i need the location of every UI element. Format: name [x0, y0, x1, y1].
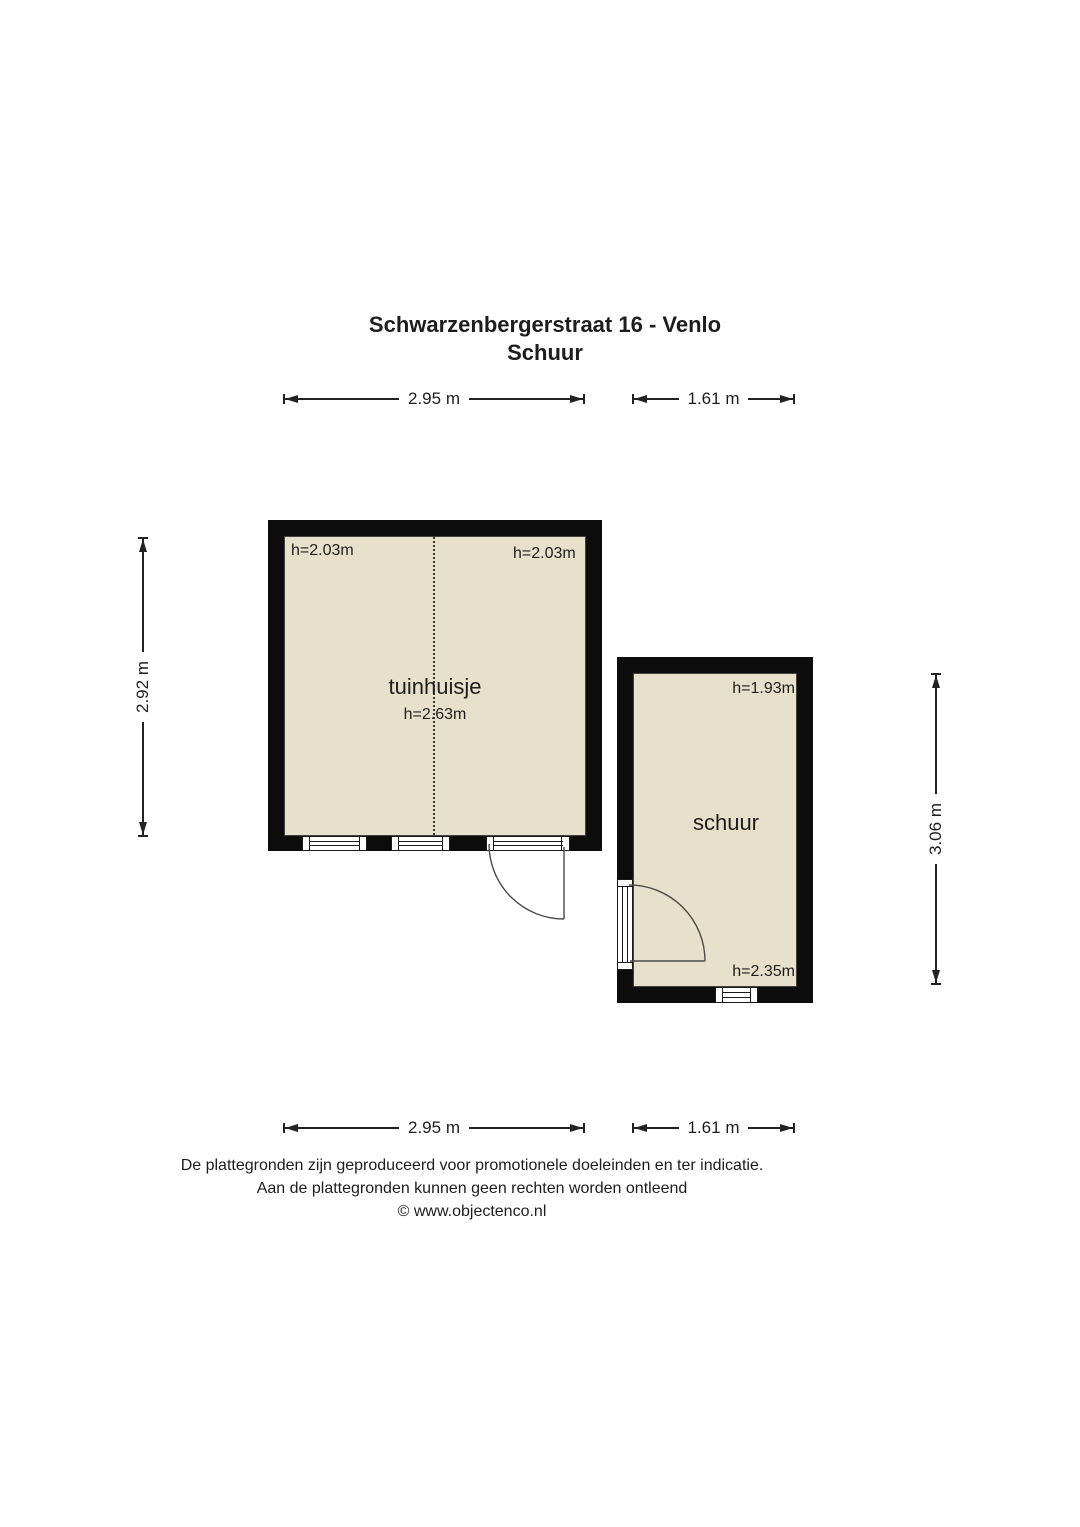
page-subtitle: Schuur — [507, 340, 583, 365]
dimension-value: 2.92 m — [133, 652, 153, 722]
schuur-door-opening — [617, 879, 633, 970]
dimension-endcap — [583, 1123, 585, 1133]
tuinhuisje-height-top-left: h=2.03m — [291, 542, 354, 559]
arrow-up-icon — [139, 539, 147, 552]
dimension-endcap — [793, 1123, 795, 1133]
arrow-right-icon — [780, 395, 793, 403]
room-name-tuinhuisje: tuinhuisje — [388, 674, 482, 699]
arrow-left-icon — [285, 1124, 298, 1132]
room-name-schuur: schuur — [692, 810, 760, 835]
page-title: Schwarzenbergerstraat 16 - Venlo — [368, 312, 722, 337]
tuinhuisje-door-arc — [489, 844, 564, 919]
window-divider — [561, 837, 562, 850]
window-divider — [618, 886, 632, 887]
window-divider — [309, 837, 310, 850]
disclaimer-line-1: De plattegronden zijn geproduceerd voor promotionele doeleinden en ter indicatie. — [180, 1157, 764, 1174]
dimension-value: 2.95 m — [399, 389, 469, 409]
arrow-left-icon — [285, 395, 298, 403]
dimension-endcap — [793, 394, 795, 404]
schuur-height-top-right: h=1.93m — [732, 680, 795, 697]
schuur-window-bottom — [715, 987, 758, 1003]
dimension-left-tuinhuisje — [135, 537, 151, 837]
window-divider — [750, 988, 751, 1002]
dimension-value: 1.61 m — [679, 1118, 749, 1138]
dimension-bottom-schuur — [632, 1120, 795, 1136]
dimension-top-schuur — [632, 391, 795, 407]
tuinhuisje-height-top-right: h=2.03m — [513, 545, 576, 562]
dimension-bottom-tuinhuisje — [283, 1120, 585, 1136]
arrow-left-icon — [634, 1124, 647, 1132]
dimension-top-tuinhuisje — [283, 391, 585, 407]
title-block — [145, 311, 945, 367]
window-divider — [359, 837, 360, 850]
dimension-endcap — [583, 394, 585, 404]
window-divider — [493, 837, 494, 850]
footer-disclaimer — [72, 1154, 872, 1223]
tuinhuisje-window-right — [391, 836, 450, 851]
window-divider — [618, 962, 632, 963]
dimension-value: 3.06 m — [926, 794, 946, 864]
dimension-endcap — [931, 983, 941, 985]
disclaimer-line-2: Aan de plattegronden kunnen geen rechten worden ontleend — [256, 1180, 688, 1197]
window-divider — [398, 837, 399, 850]
schuur-height-bottom-right: h=2.35m — [732, 963, 795, 980]
arrow-down-icon — [139, 822, 147, 835]
window-divider — [722, 988, 723, 1002]
dimension-value: 2.95 m — [399, 1118, 469, 1138]
arrow-left-icon — [634, 395, 647, 403]
dimension-right-schuur — [928, 673, 944, 985]
arrow-down-icon — [932, 970, 940, 983]
tuinhuisje-window-left — [302, 836, 367, 851]
tuinhuisje-height-center: h=2.63m — [403, 706, 467, 723]
arrow-up-icon — [932, 675, 940, 688]
arrow-right-icon — [780, 1124, 793, 1132]
window-divider — [442, 837, 443, 850]
arrow-right-icon — [570, 1124, 583, 1132]
copyright-line: © www.objectenco.nl — [397, 1203, 547, 1220]
dimension-endcap — [138, 835, 148, 837]
arrow-right-icon — [570, 395, 583, 403]
dimension-value: 1.61 m — [679, 389, 749, 409]
tuinhuisje-door-opening — [486, 836, 570, 851]
